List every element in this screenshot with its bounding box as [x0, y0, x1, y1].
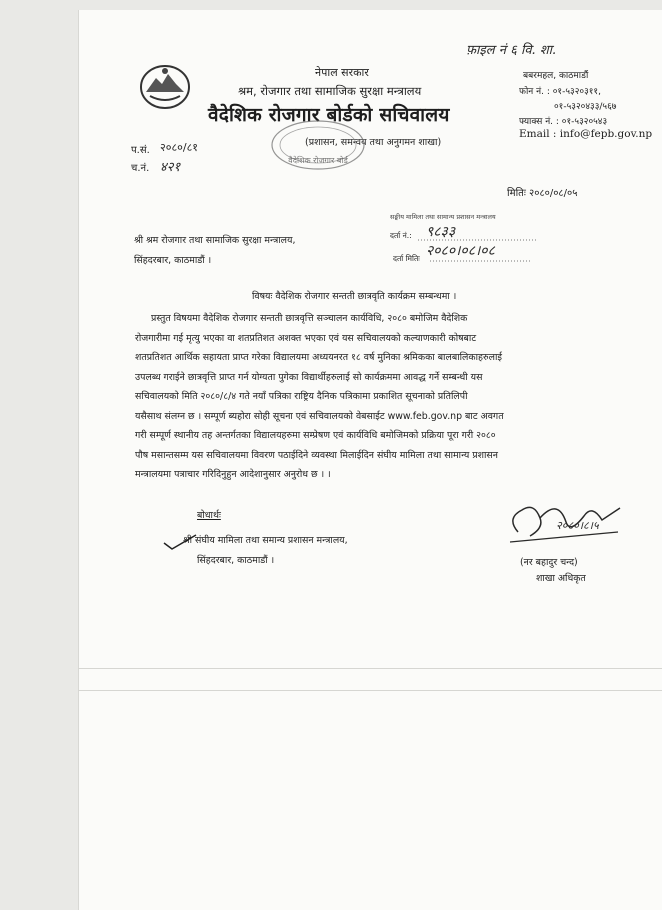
phone-line-1: फोन नं. : ०१-५३२०३११,	[519, 87, 601, 97]
letter-number-label: प.सं.	[131, 145, 150, 156]
body-line: मन्त्रालयमा पत्राचार गरिदिनुहुन आदेशानुसार अनुरोध छ । ।	[135, 469, 331, 480]
body-line: शतप्रतिशत आर्थिक सहायता प्राप्त गरेका विद्यालयमा अध्ययनरत १८ वर्ष मुनिका श्रमिकका बालबालिकाहरुलाई	[135, 352, 503, 363]
office-title: वैदेशिक रोजगार बोर्डको सचिवालय	[208, 104, 450, 126]
signatory-designation: शाखा अधिकृत	[536, 573, 586, 584]
ministry-name: श्रम, रोजगार तथा सामाजिक सुरक्षा मन्त्रालय	[238, 84, 422, 98]
office-address: बबरमहल, काठमाडौं	[523, 71, 589, 81]
body-line: पौष मसान्तसम्म यस सचिवालयमा विवरण पठाईदिने व्यवस्था मिलाईदिन संघीय मामिला तथा सामान्य प्रशासन	[135, 449, 498, 461]
signatory-name: (नर बहादुर चन्द)	[520, 557, 578, 568]
body-line: यसैसाथ संलग्न छ । सम्पूर्ण ब्यहोरा सोही सूचना एवं सचिवालयको वेबसाईट www.feb.gov.np बाट अवगत	[135, 410, 504, 422]
seal-text: वैदेशिक रोजगार बोर्ड	[288, 156, 348, 165]
received-number-value: ९८३३	[426, 224, 456, 240]
received-number-label: दर्ता नं.:	[390, 231, 412, 240]
government-emblem-icon	[138, 62, 192, 112]
received-stamp-office: सङ्घीय मामिला तथा सामान्य प्रशासन मन्त्रालय	[390, 213, 496, 221]
recipient-line-1: श्री श्रम रोजगार तथा सामाजिक सुरक्षा मन्त्रालय,	[134, 235, 296, 246]
government-label: नेपाल सरकार	[315, 66, 369, 79]
dispatch-number-label: च.नं.	[131, 163, 150, 174]
body-paragraph	[135, 309, 535, 485]
subject-line: विषयः वैदेशिक रोजगार सन्तती छात्रवृति कार्यक्रम सम्बन्धमा ।	[252, 291, 457, 302]
stamp-dotted-line	[418, 238, 538, 242]
signature-date: २०८०।८।५	[556, 519, 599, 532]
fax-number: फ्याक्स नं. : ०१-५३२०५४३	[519, 117, 608, 127]
email-address: Email : info@fepb.gov.np	[519, 128, 653, 140]
received-date-value: २०८०।०८।०८	[426, 243, 495, 259]
letter-number-value: २०८०/८१	[160, 141, 199, 154]
recipient-line-2: सिंहदरबार, काठमाडौं ।	[134, 255, 212, 266]
body-line: उपलब्ध गराईने छात्रवृत्ति प्राप्त गर्न योग्यता पुगेका विद्यार्थीहरुलाई सो कार्यक्रममा आवद्ध गर्ने सम्बन्धी यस	[135, 371, 483, 383]
scan-artifact-line	[78, 690, 662, 691]
received-date-label: दर्ता मितिः	[393, 254, 420, 263]
cc-line-2: सिंहदरबार, काठमाडौं ।	[197, 555, 275, 566]
dispatch-number-value: ४२१	[160, 160, 181, 175]
phone-line-2: ०१-५३२०४३३/५६७	[554, 102, 617, 112]
cc-line-1: श्री संघीय मामिला तथा समान्य प्रशासन मन्त्रालय,	[183, 535, 348, 546]
cc-label: बोधार्थः	[197, 510, 221, 521]
scan-artifact-line	[78, 668, 662, 669]
letter-date: मितिः २०८०/०८/०५	[507, 188, 578, 199]
body-line: प्रस्तुत विषयमा वैदेशिक रोजगार सन्तती छात्रवृत्ति सञ्चालन कार्यविधि, २०८० बमोजिम वैदेशिक	[151, 313, 468, 324]
body-line: रोजगारीमा गई मृत्यु भएका वा शतप्रतिशत अशक्त भएका एवं यस सचिवालयको कल्याणकारी कोषबाट	[135, 332, 477, 344]
body-line: सचिवालयको मिति २०८०/८/४ गते नयाँ पत्रिका राष्ट्रिय दैनिक पत्रिकामा प्रकाशित सूचनाको प्रतिलिपी	[135, 391, 468, 402]
body-line: गरी सम्पूर्ण स्थानीय तह अन्तर्गतका विद्यालयहरुमा सम्प्रेषण एवं कार्यविधि बमोजिमको प्रक्रिया पूरा गरी २०८०	[135, 430, 496, 441]
handwritten-file-note: फ़ाइल नं ६ वि. शा.	[466, 43, 557, 58]
branch-name: (प्रशासन, समन्वय तथा अनुगमन शाखा)	[305, 137, 442, 148]
stamp-dotted-line	[430, 259, 530, 263]
office-seal	[268, 118, 368, 172]
